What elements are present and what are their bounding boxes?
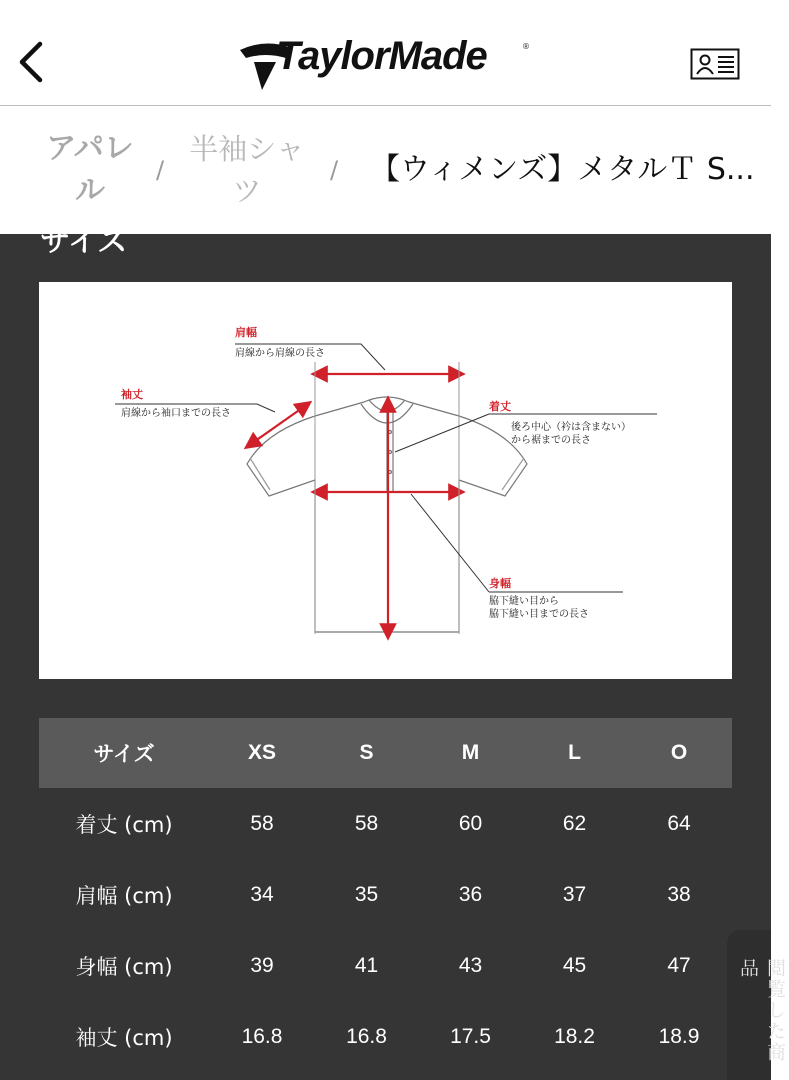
- size-table: [39, 718, 732, 1072]
- taylormade-logo[interactable]: [236, 28, 536, 96]
- size-table-header: O: [626, 718, 732, 788]
- size-table-header: サイズ: [39, 718, 209, 788]
- label-sleeve-length-desc: 肩線から袖口までの長さ: [121, 408, 231, 419]
- table-cell: 45: [562, 953, 587, 977]
- table-cell: 41: [354, 953, 379, 977]
- table-cell: 34: [250, 882, 274, 906]
- size-table-header-row: [39, 718, 732, 788]
- table-cell: 60: [458, 811, 483, 835]
- recently-viewed-tab[interactable]: [727, 930, 786, 1080]
- member-card-button[interactable]: [690, 48, 740, 80]
- recently-viewed-label: 閲覧した商品: [737, 958, 786, 1063]
- label-shoulder-width-desc: 肩線から肩線の長さ: [235, 348, 325, 359]
- chevron-left-icon: [12, 36, 52, 88]
- breadcrumb-separator: /: [156, 156, 165, 184]
- table-cell: 18.2: [554, 1024, 595, 1048]
- table-cell: 37: [562, 882, 587, 906]
- member-card-icon: [690, 48, 740, 80]
- breadcrumb-item-short-sleeve-shirts[interactable]: 半袖シャツ: [189, 132, 305, 208]
- breadcrumb-item-apparel[interactable]: アパレル: [46, 131, 134, 208]
- table-cell: 58: [354, 811, 379, 835]
- table-cell: 64: [667, 811, 691, 835]
- section-title: サイズ: [40, 224, 128, 259]
- table-cell: 43: [458, 953, 483, 977]
- row-label: 肩幅 (cm): [75, 883, 173, 908]
- logo-text: TaylorMade: [276, 34, 487, 78]
- table-cell: 16.8: [241, 1024, 283, 1048]
- label-body-width-desc-2: 脇下縫い目までの長さ: [489, 609, 589, 620]
- label-length-desc-1: 後ろ中心（衿は含まない）: [511, 422, 631, 433]
- table-row: [39, 788, 732, 859]
- label-shoulder-width-title: 肩幅: [235, 326, 257, 339]
- table-cell: 35: [354, 882, 379, 906]
- table-cell: 17.5: [450, 1024, 491, 1048]
- table-cell: 39: [250, 953, 274, 977]
- label-body-width-title: 身幅: [489, 577, 511, 590]
- breadcrumb: [0, 106, 771, 234]
- app-header: [0, 0, 771, 106]
- logo-registered-mark: ®: [522, 42, 530, 51]
- size-table-header: M: [418, 718, 523, 788]
- label-sleeve-length-title: 袖丈: [121, 388, 143, 401]
- row-label: 身幅 (cm): [75, 954, 173, 979]
- row-label: 着丈 (cm): [75, 812, 173, 837]
- table-row: [39, 1001, 732, 1072]
- breadcrumb-separator: /: [330, 156, 339, 184]
- label-length-title: 着丈: [489, 400, 511, 413]
- table-cell: 58: [250, 811, 274, 835]
- label-body-width-desc-1: 脇下縫い目から: [489, 596, 559, 607]
- breadcrumb-item-current: 【ウィメンズ】メタルＴ S...: [370, 152, 755, 187]
- back-button[interactable]: [12, 36, 52, 88]
- table-cell: 18.9: [658, 1024, 700, 1048]
- size-diagram-image: [39, 282, 732, 679]
- table-row: [39, 930, 732, 1001]
- size-table-header: XS: [209, 718, 315, 788]
- size-diagram: [39, 282, 732, 679]
- table-cell: 38: [667, 882, 691, 906]
- label-length-desc-2: から裾までの長さ: [511, 435, 591, 446]
- size-table-header: L: [523, 718, 626, 788]
- table-cell: 62: [562, 811, 587, 835]
- size-section: [0, 224, 771, 1080]
- table-cell: 16.8: [346, 1024, 387, 1048]
- table-row: [39, 859, 732, 930]
- table-cell: 36: [458, 882, 483, 906]
- sleeve-length-arrow: [251, 406, 305, 444]
- row-label: 袖丈 (cm): [75, 1025, 173, 1050]
- table-cell: 47: [667, 953, 691, 977]
- size-table-header: S: [315, 718, 418, 788]
